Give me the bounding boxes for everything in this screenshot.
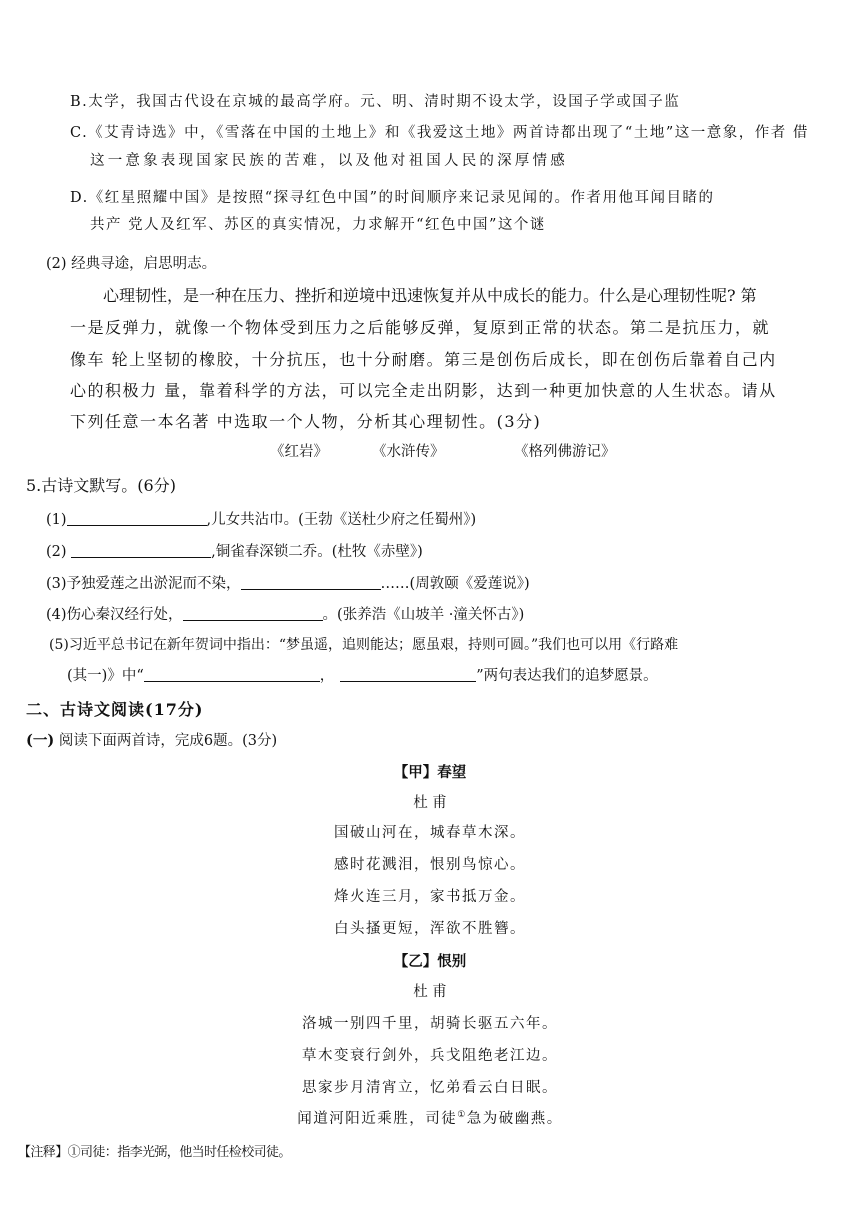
poem-a-line: 国破山河在，城春草木深。 bbox=[334, 825, 526, 841]
q2-para-line2: 一是反弹力，就像一个物体受到压力之后能够反弹，复原到正常的状态。第二是抗压力，就 bbox=[70, 318, 771, 337]
q5-item5-line1: (5)习近平总书记在新年贺词中指出：“梦虽遥，追则能达；愿虽艰，持则可圆。”我们也可以用《行路难 bbox=[49, 637, 679, 653]
answer-blank-1[interactable] bbox=[67, 511, 207, 526]
book-shuihuzhuan: 《水浒传》 bbox=[372, 444, 445, 460]
poem-b-line: 洛城一别四千里，胡骑长驱五六年。 bbox=[302, 1016, 558, 1032]
poem-b-title: 【乙】恨别 bbox=[393, 953, 467, 970]
q5-item5-mid: ， bbox=[319, 668, 335, 684]
q5-item1 bbox=[46, 511, 476, 528]
book-hongyan: 《红岩》 bbox=[270, 444, 328, 460]
option-d-line2: 共产 党人及红军、苏区的真实情况，力求解开“红色中国”这个谜 bbox=[90, 217, 546, 233]
poem-b-author: 杜 甫 bbox=[413, 984, 447, 1000]
option-d-line1: D.《红星照耀中国》是按照“探寻红色中国”的时间顺序来记录见闻的。作者用他耳闻目睹的 bbox=[70, 190, 715, 206]
annotation-label: 【注释】 bbox=[18, 1145, 68, 1160]
book-gulliver: 《格列佛游记》 bbox=[514, 444, 616, 460]
q5-item2 bbox=[46, 543, 423, 560]
poem-b-last-line bbox=[0, 1111, 860, 1126]
q5-item4-prefix: (4)伤心秦汉经行处， bbox=[46, 607, 183, 623]
poem-a-author: 杜 甫 bbox=[413, 795, 447, 811]
poem-b-line: 思家步月清宵立，忆弟看云白日眠。 bbox=[302, 1080, 558, 1096]
section2-sub-text: 阅读下面两首诗，完成6题。(3分) bbox=[54, 733, 278, 749]
answer-blank-5a[interactable] bbox=[144, 667, 320, 682]
poem-a-title: 【甲】春望 bbox=[393, 764, 467, 781]
q5-item2-text: ,铜雀春深锁二乔。(杜牧《赤壁》) bbox=[211, 544, 423, 560]
answer-blank-5b[interactable] bbox=[340, 667, 476, 682]
section2-sub bbox=[26, 734, 277, 749]
q5-item5-line2 bbox=[67, 667, 658, 684]
annotation-text: ①司徒：指李光弼，他当时任检校司徒。 bbox=[67, 1145, 291, 1160]
answer-blank-4[interactable] bbox=[183, 606, 323, 621]
q5-item3-suffix: ……(周敦颐《爱莲说》) bbox=[380, 576, 530, 592]
q5-item4 bbox=[46, 606, 524, 623]
q2-title: (2) 经典寻途，启思明志。 bbox=[46, 256, 217, 272]
q5-item3 bbox=[46, 575, 530, 592]
option-c-line1: C.《艾青诗选》中，《雪落在中国的土地上》和《我爱这土地》两首诗都出现了“土地”这一意象，作者 借 bbox=[70, 125, 809, 141]
answer-blank-3[interactable] bbox=[241, 575, 381, 590]
q5-title: 5.古诗文默写。(6分) bbox=[26, 476, 176, 495]
poem-a-line: 白头搔更短，浑欲不胜簪。 bbox=[334, 921, 526, 937]
option-c-line2: 这一意象表现国家民族的苦难，以及他对祖国人民的深厚情感 bbox=[90, 153, 568, 169]
q5-item3-prefix: (3)予独爱莲之出淤泥而不染， bbox=[46, 576, 241, 592]
poem-b-last-suffix: 急为破幽燕。 bbox=[466, 1110, 563, 1127]
q5-item4-suffix: 。(张养浩《山坡羊 ·潼关怀古》) bbox=[322, 607, 525, 623]
poem-a-line: 烽火连三月，家书抵万金。 bbox=[334, 889, 526, 905]
q5-item5-prefix: (其一)》中“ bbox=[67, 668, 144, 684]
annotation bbox=[18, 1146, 291, 1159]
q5-item1-number: (1) bbox=[46, 512, 67, 528]
q5-item2-number: (2) bbox=[46, 544, 72, 560]
section2-sub-label: (一) bbox=[26, 732, 55, 749]
poem-b-line: 草木变衰行剑外，兵戈阻绝老江边。 bbox=[302, 1048, 558, 1064]
section2-title: 二、古诗文阅读(17分) bbox=[26, 700, 204, 719]
poem-a-line: 感时花溅泪，恨别鸟惊心。 bbox=[334, 857, 526, 873]
option-b: B.太学，我国古代设在京城的最高学府。元、明、清时期不设太学，设国子学或国子监 bbox=[70, 94, 681, 110]
q5-item1-text: ,儿女共沾巾。(王勃《送杜少府之任蜀州》) bbox=[206, 512, 477, 528]
poem-b-last-prefix: 闻道河阳近乘胜，司徒 bbox=[297, 1110, 458, 1127]
footnote-marker: ① bbox=[457, 1110, 467, 1120]
q2-para-line1: 心理韧性，是一种在压力、挫折和逆境中迅速恢复并从中成长的能力。什么是心理韧性呢? 第 bbox=[103, 286, 757, 305]
q2-para-line4: 心的积极力 量，靠着科学的方法，可以完全走出阴影，达到一种更加快意的人生状态。请从 bbox=[70, 381, 777, 400]
q2-para-line3: 像车 轮上坚韧的橡胶，十分抗压，也十分耐磨。第三是创伤后成长，即在创伤后靠着自己内 bbox=[70, 350, 777, 369]
q2-para-line5: 下列任意一本名著 中选取一个人物，分析其心理韧性。(3分) bbox=[70, 412, 542, 431]
q5-item5-suffix: ”两句表达我们的追梦愿景。 bbox=[476, 668, 658, 684]
answer-blank-2[interactable] bbox=[71, 543, 211, 558]
